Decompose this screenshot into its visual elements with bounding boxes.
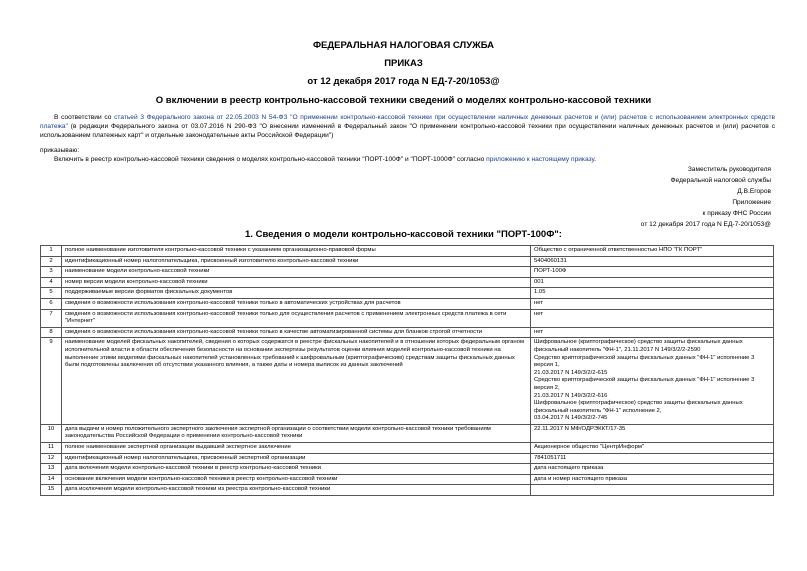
row-description: сведения о возможности использования контрольно-кассовой техники только в качестве автоматизированной системы для бланков строгой отчетности xyxy=(62,327,531,338)
table-row xyxy=(41,453,774,464)
agency-name: ФЕДЕРАЛЬНАЯ НАЛОГОВАЯ СЛУЖБА xyxy=(312,40,495,51)
row-description: сведения о возможности использования контрольно-кассовой техники только для осуществления расчетов с применением электронных средств платежа в сети "Интернет" xyxy=(62,309,531,327)
table-row xyxy=(41,338,774,425)
table-row xyxy=(41,424,774,442)
row-description: наименование модели контрольно-кассовой техники xyxy=(62,267,531,278)
row-value xyxy=(531,485,774,496)
row-description: наименование моделей фискальных накопителей, сведения о которых содержатся в реестре фискальных накопителей и в отношении которых федеральным органом исполнительной власти в области обеспечения безопасности на основании экспертизы результатов оценки влияния моделей контрольно-кассовой техники на выполнение этими моделями фискальных накопителей установленных требований к шифровальным (криптографическим) средствам защиты фискальных данных были подготовлены заключения об отсутствии указанного влияния, а также даты и номера выписок из данных заключений xyxy=(62,338,531,425)
row-number: 5 xyxy=(41,288,62,299)
order-text-end: . xyxy=(594,156,596,163)
table-row xyxy=(41,267,774,278)
table-row xyxy=(41,256,774,267)
appendix-date: от 12 декабря 2017 года N ЕД-7-20/1053@ xyxy=(640,221,771,228)
preamble-text-start: В соответствии со xyxy=(54,114,115,121)
appendix-link[interactable]: приложению к настоящему приказу xyxy=(486,156,595,163)
signature-name: Д.В.Егоров xyxy=(737,188,771,195)
row-description: сведения о возможности использования контрольно-кассовой техники только в автоматических устройствах для расчетов xyxy=(62,298,531,309)
row-value: дата настоящего приказа xyxy=(531,464,774,475)
row-description: дата исключения модели контрольно-кассовой техники из реестра контрольно-кассовой техники xyxy=(62,485,531,496)
row-number: 8 xyxy=(41,327,62,338)
table-row xyxy=(41,309,774,327)
row-value: 001 xyxy=(531,277,774,288)
model-info-table xyxy=(40,245,774,496)
order-paragraph xyxy=(40,155,775,164)
row-number: 15 xyxy=(41,485,62,496)
row-number: 3 xyxy=(41,267,62,278)
row-value: 22.11.2017 N МФ/ОДРЭККТ/17-35 xyxy=(531,424,774,442)
row-value: Шифровальное (криптографическое) средство защиты фискальных данных фискальный накопитель "ФН-1", 21.11.2017 N 149/3/2/2-2590 Средство криптографической защиты фискальных данных "ФН-1" исполнение 3 версия 1, 21.03.2017 N 149/3/2/2-615 Средство криптографической защиты фискальных данных "ФН-1" исполнение 3 версия 2, 21.03.2017 N 149/3/2/2-616 Шифровальное (криптографическое) средство защиты фискальных данных фискальный накопитель "ФН-1" исполнение 2, 03.04.2017 N 149/3/2/2-745 xyxy=(531,338,774,425)
row-number: 11 xyxy=(41,443,62,454)
row-number: 7 xyxy=(41,309,62,327)
doc-date-number: от 12 декабря 2017 года N ЕД-7-20/1053@ xyxy=(307,76,500,87)
appendix-ref: к приказу ФНС России xyxy=(702,210,771,217)
preamble-text-end: (в редакции Федерального закона от 03.07.2016 N 290-ФЗ "О внесении изменений в Федеральный закон "О применении контрольно-кассовой техники при осуществлении наличных денежных расчетов и (или) расчетов с использованием платежных карт" и отдельные законодательные акты Российской Федерации") xyxy=(40,123,775,139)
table-row xyxy=(41,474,774,485)
row-value: нет xyxy=(531,309,774,327)
law-54fz-link[interactable]: статьей 3 Федерального закона от 22.05.2003 N 54-ФЗ "О применении контрольно-кассовой техники при осуществлении наличных денежных расчетов и (или) расчетов с использованием электронных средств платежа" xyxy=(40,114,775,130)
row-number: 14 xyxy=(41,474,62,485)
doc-type: ПРИКАЗ xyxy=(384,58,423,69)
row-description: номер версии модели контрольно-кассовой техники xyxy=(62,277,531,288)
table-row xyxy=(41,327,774,338)
doc-title: О включении в реестр контрольно-кассовой техники сведений о моделях контрольно-кассовой техники xyxy=(155,95,652,106)
row-number: 9 xyxy=(41,338,62,425)
order-word: приказываю: xyxy=(40,147,80,154)
order-text: Включить в реестр контрольно-кассовой техники сведения о моделях контрольно-кассовой техники "ПОРТ-100Ф" и "ПОРТ-1000Ф" согласно xyxy=(54,156,487,163)
table-row xyxy=(41,298,774,309)
row-number: 4 xyxy=(41,277,62,288)
row-number: 1 xyxy=(41,246,62,257)
row-description: основание включения модели контрольно-кассовой техники в реестр контрольно-кассовой техники xyxy=(62,474,531,485)
row-value: нет xyxy=(531,327,774,338)
appendix-label: Приложение xyxy=(732,199,771,206)
row-value: 1.05 xyxy=(531,288,774,299)
row-value: 5404060131 xyxy=(531,256,774,267)
row-description: идентификационный номер налогоплательщика, присвоенный изготовителю контрольно-кассовой техники xyxy=(62,256,531,267)
row-description: дата выдачи и номер положительного экспертного заключения экспертной организации о соответствии модели контрольно-кассовой техники требованиям законодательства Российской Федерации о применении контрольно-кассовой техники xyxy=(62,424,531,442)
row-value: нет xyxy=(531,298,774,309)
table-row xyxy=(41,485,774,496)
row-value: ПОРТ-100Ф xyxy=(531,267,774,278)
row-number: 12 xyxy=(41,453,62,464)
row-description: полное наименование изготовителя контрольно-кассовой техники с указанием организационно-правовой формы xyxy=(62,246,531,257)
row-description: полное наименование экспертной организации выдавшей экспертное заключение xyxy=(62,443,531,454)
row-value: дата и номер настоящего приказа xyxy=(531,474,774,485)
row-description: идентификационный номер налогоплательщика, присвоенный экспертной организации xyxy=(62,453,531,464)
table-row xyxy=(41,443,774,454)
signature-agency: Федеральной налоговой службы xyxy=(670,177,771,184)
section-title: 1. Сведения о модели контрольно-кассовой техники "ПОРТ-100Ф": xyxy=(245,229,562,240)
row-value: 7841051711 xyxy=(531,453,774,464)
table-row xyxy=(41,277,774,288)
row-description: поддерживаемые версии форматов фискальных документов xyxy=(62,288,531,299)
preamble-paragraph xyxy=(40,113,775,140)
row-value: Акционерное общество "ЦентрИнформ" xyxy=(531,443,774,454)
row-value: Общество с ограниченной ответственностью НПО "ГК ПОРТ" xyxy=(531,246,774,257)
row-number: 10 xyxy=(41,424,62,442)
table-row xyxy=(41,246,774,257)
row-number: 6 xyxy=(41,298,62,309)
row-description: дата включения модели контрольно-кассовой техники в реестр контрольно-кассовой техники xyxy=(62,464,531,475)
table-row xyxy=(41,288,774,299)
row-number: 13 xyxy=(41,464,62,475)
table-row xyxy=(41,464,774,475)
signature-position: Заместитель руководителя xyxy=(687,166,771,173)
row-number: 2 xyxy=(41,256,62,267)
